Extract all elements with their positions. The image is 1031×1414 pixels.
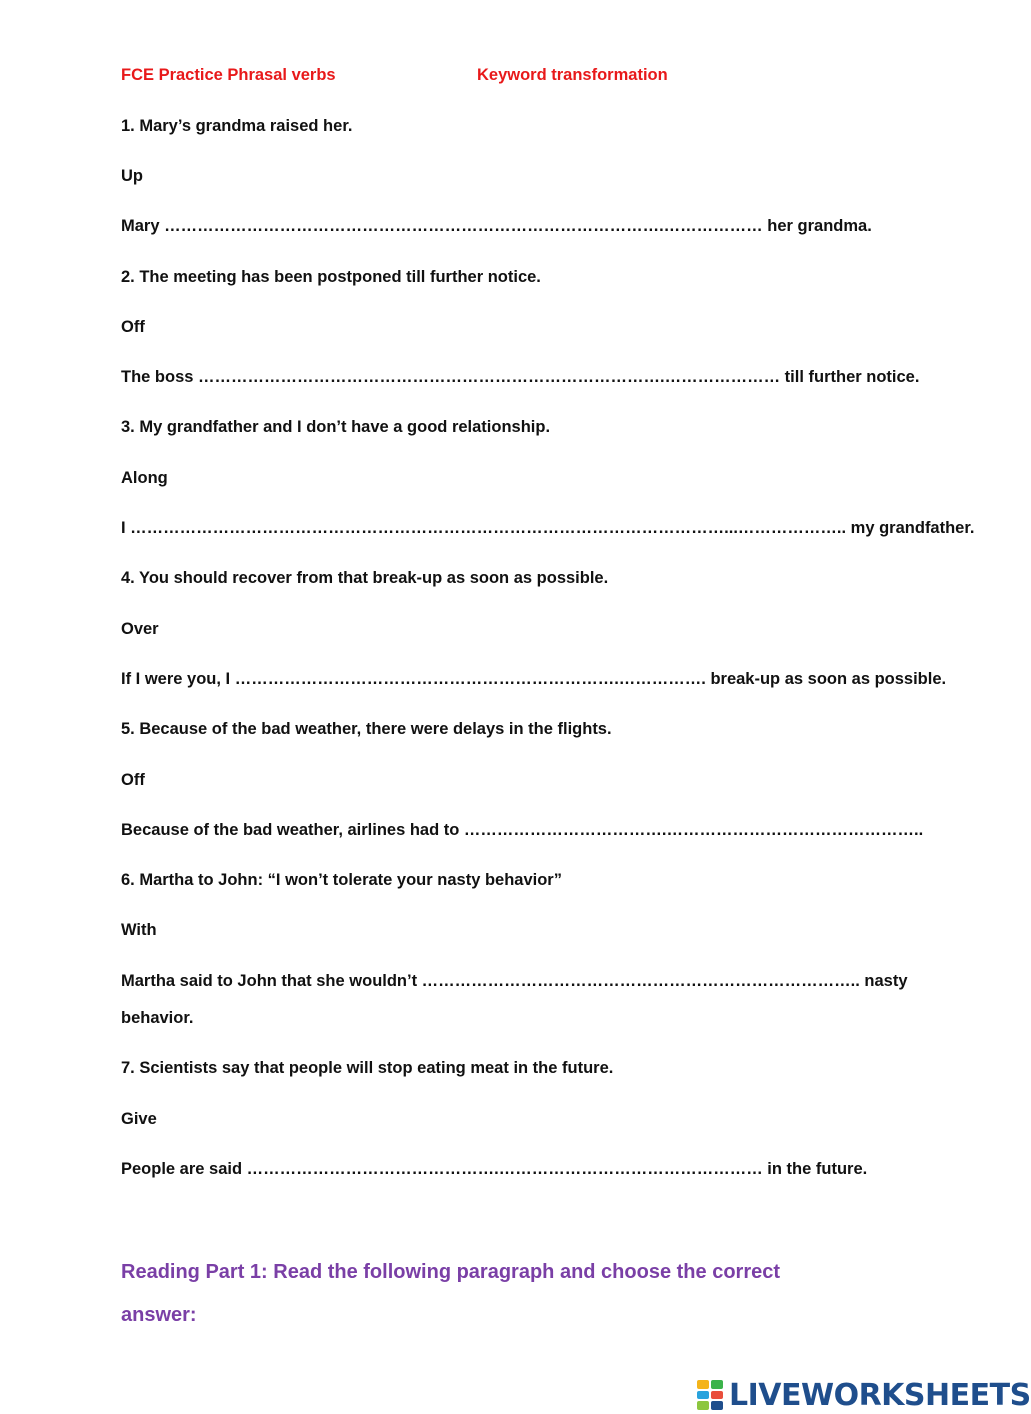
- keyword-7: Give: [121, 1110, 157, 1128]
- answer-line-3[interactable]: I ………………………………………………………………………………………………...……………….. my grandfather.: [121, 519, 975, 537]
- answer-line-7[interactable]: People are said ……………………………………….………………………………………… in the future.: [121, 1160, 868, 1178]
- liveworksheets-logo[interactable]: [697, 1376, 1031, 1414]
- answer-line-6-continued: behavior.: [121, 1009, 194, 1027]
- answer-line-6[interactable]: Martha said to John that she wouldn’t …………………………………………………………………….. nasty: [121, 972, 908, 990]
- question-2: 2. The meeting has been postponed till further notice.: [121, 268, 541, 286]
- question-4: 4. You should recover from that break-up as soon as possible.: [121, 569, 609, 587]
- keyword-2: Off: [121, 318, 145, 336]
- keyword-4: Over: [121, 620, 159, 638]
- header-title-right: Keyword transformation: [477, 66, 668, 84]
- keyword-3: Along: [121, 469, 168, 487]
- question-3: 3. My grandfather and I don’t have a good relationship.: [121, 418, 551, 436]
- reading-section-heading-continued: answer:: [121, 1304, 197, 1326]
- answer-line-2[interactable]: The boss ………………………………………………………………………….………………… till further notice.: [121, 368, 920, 386]
- liveworksheets-logo-icon: [697, 1380, 723, 1410]
- keyword-6: With: [121, 921, 157, 939]
- header-title-left: FCE Practice Phrasal verbs: [121, 66, 336, 84]
- answer-line-5[interactable]: Because of the bad weather, airlines had to ……………………………….………………………………………..: [121, 821, 924, 839]
- question-6: 6. Martha to John: “I won’t tolerate your nasty behavior”: [121, 871, 562, 889]
- keyword-1: Up: [121, 167, 143, 185]
- question-1: 1. Mary’s grandma raised her.: [121, 117, 353, 135]
- liveworksheets-logo-text: LIVEWORKSHEETS: [729, 1377, 1031, 1413]
- question-7: 7. Scientists say that people will stop eating meat in the future.: [121, 1059, 614, 1077]
- question-5: 5. Because of the bad weather, there were delays in the flights.: [121, 720, 612, 738]
- keyword-5: Off: [121, 771, 145, 789]
- answer-line-4[interactable]: If I were you, I …………………………………………………………….……………. break-up as soon as possible.: [121, 670, 947, 688]
- answer-line-1[interactable]: Mary ……………………………………………………………………………….……………… her grandma.: [121, 217, 872, 235]
- reading-section-heading: Reading Part 1: Read the following paragraph and choose the correct: [121, 1261, 781, 1283]
